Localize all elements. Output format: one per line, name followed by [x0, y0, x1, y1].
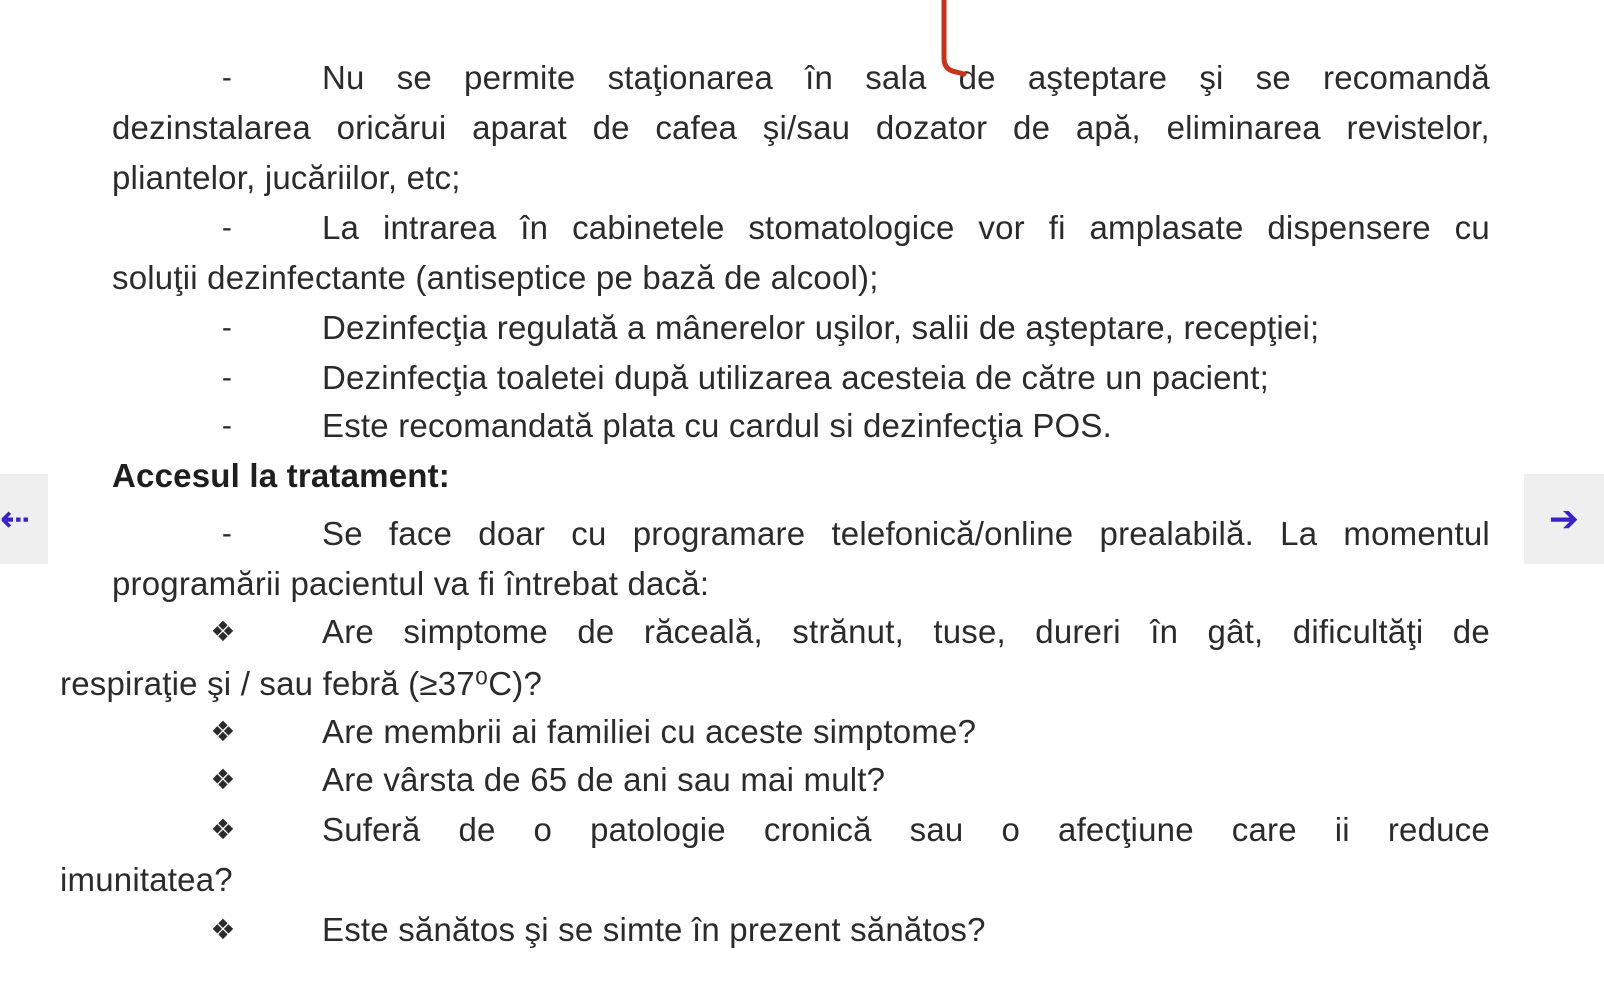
paragraph-1-line-2 — [112, 108, 1490, 148]
word: Se — [322, 515, 363, 552]
word: Are — [322, 613, 374, 650]
word: fi — [1048, 209, 1066, 246]
question-1-line-1 — [322, 612, 1490, 652]
word: care — [1231, 811, 1297, 848]
word: cu — [571, 515, 607, 552]
bullet-diamond-icon: ❖ — [210, 814, 236, 845]
list-item-text: Este recomandată plata cu cardul si dezinfecţia POS. — [322, 407, 1112, 444]
word: tuse, — [933, 613, 1006, 650]
next-page-button[interactable] — [1524, 474, 1604, 564]
word: dezinstalarea — [112, 109, 311, 146]
word: programare — [632, 515, 806, 552]
section-heading: Accesul la tratament: — [112, 457, 450, 494]
list-item-text: Dezinfecţia regulată a mânerelor uşilor, salii de aşteptare, recepţiei; — [322, 309, 1320, 346]
word: Nu — [322, 59, 365, 96]
word: face — [388, 515, 453, 552]
question-text: Are vârsta de 65 de ani sau mai mult? — [322, 761, 886, 798]
word: oricărui — [336, 109, 447, 146]
word: staţionarea — [607, 59, 774, 96]
word: sala — [865, 59, 927, 96]
word: şi/sau — [762, 109, 851, 146]
word: răceală, — [643, 613, 763, 650]
bullet-dash: - — [221, 211, 233, 244]
paragraph-2-line-1 — [322, 208, 1490, 248]
word: cronică — [763, 811, 872, 848]
question-1-line-2: respiraţie şi / sau febră (≥37⁰C)? — [60, 665, 542, 702]
word: dispensere — [1267, 209, 1431, 246]
arrow-left-icon: ⇠ — [0, 498, 31, 540]
word: se — [396, 59, 432, 96]
word: ii — [1334, 811, 1350, 848]
word: de — [1013, 109, 1051, 146]
bullet-dash: - — [221, 409, 233, 442]
word: stomatologice — [748, 209, 955, 246]
word: gât, — [1207, 613, 1264, 650]
bullet-diamond-icon: ❖ — [210, 616, 236, 647]
question-4-line-1 — [322, 810, 1490, 850]
word: cu — [1454, 209, 1490, 246]
word: doar — [478, 515, 546, 552]
word: momentul — [1343, 515, 1490, 552]
word: în — [805, 59, 834, 96]
bullet-dash: - — [221, 61, 233, 94]
paragraph-1-line-3: pliantelor, jucăriilor, etc; — [112, 159, 461, 196]
word: revistelor, — [1346, 109, 1490, 146]
previous-page-button[interactable] — [0, 474, 48, 564]
word: aparat — [472, 109, 567, 146]
word: La — [322, 209, 360, 246]
bullet-dash: - — [221, 311, 233, 344]
word: dozator — [875, 109, 988, 146]
paragraph-2-line-2: soluţii dezinfectante (antiseptice pe bază de alcool); — [112, 259, 879, 296]
paragraph-6-line-1 — [322, 514, 1490, 554]
word: de — [958, 59, 996, 96]
word: se — [1255, 59, 1291, 96]
word: în — [520, 209, 549, 246]
word: telefonică/online — [831, 515, 1074, 552]
question-text: Este sănătos şi se simte în prezent sănătos? — [322, 911, 986, 948]
word: recomandă — [1323, 59, 1490, 96]
word: prealabilă. — [1099, 515, 1254, 552]
bullet-dash: - — [221, 361, 233, 394]
bullet-diamond-icon: ❖ — [210, 716, 236, 747]
word: reduce — [1387, 811, 1490, 848]
word: Suferă — [322, 811, 421, 848]
word: simptome — [403, 613, 548, 650]
word: în — [1150, 613, 1179, 650]
list-item-text: Dezinfecţia toaletei după utilizarea acesteia de către un pacient; — [322, 359, 1269, 396]
word: o — [533, 811, 553, 848]
word: dificultăţi — [1292, 613, 1424, 650]
paragraph-6-line-2: programării pacientul va fi întrebat dacă: — [112, 565, 710, 602]
word: de — [1452, 613, 1490, 650]
word: sau — [909, 811, 964, 848]
word: de — [458, 811, 496, 848]
word: de — [577, 613, 615, 650]
question-4-line-2: imunitatea? — [60, 861, 233, 898]
word: afecţiune — [1058, 811, 1194, 848]
bullet-dash: - — [221, 517, 233, 550]
word: dureri — [1035, 613, 1121, 650]
word: vor — [978, 209, 1025, 246]
word: de — [592, 109, 630, 146]
question-text: Are membrii ai familiei cu aceste simptome? — [322, 713, 977, 750]
word: cafea — [655, 109, 738, 146]
word: eliminarea — [1166, 109, 1321, 146]
word: patologie — [590, 811, 726, 848]
word: intrarea — [382, 209, 497, 246]
word: permite — [464, 59, 576, 96]
word: şi — [1199, 59, 1224, 96]
word: apă, — [1075, 109, 1141, 146]
word: amplasate — [1089, 209, 1244, 246]
word: La — [1280, 515, 1318, 552]
word: strănut, — [792, 613, 904, 650]
arrow-right-icon: ➔ — [1548, 498, 1580, 540]
bullet-diamond-icon: ❖ — [210, 914, 236, 945]
paragraph-1-line-1 — [322, 58, 1490, 98]
bullet-diamond-icon: ❖ — [210, 764, 236, 795]
word: o — [1001, 811, 1021, 848]
word: cabinetele — [572, 209, 725, 246]
word: aşteptare — [1027, 59, 1168, 96]
